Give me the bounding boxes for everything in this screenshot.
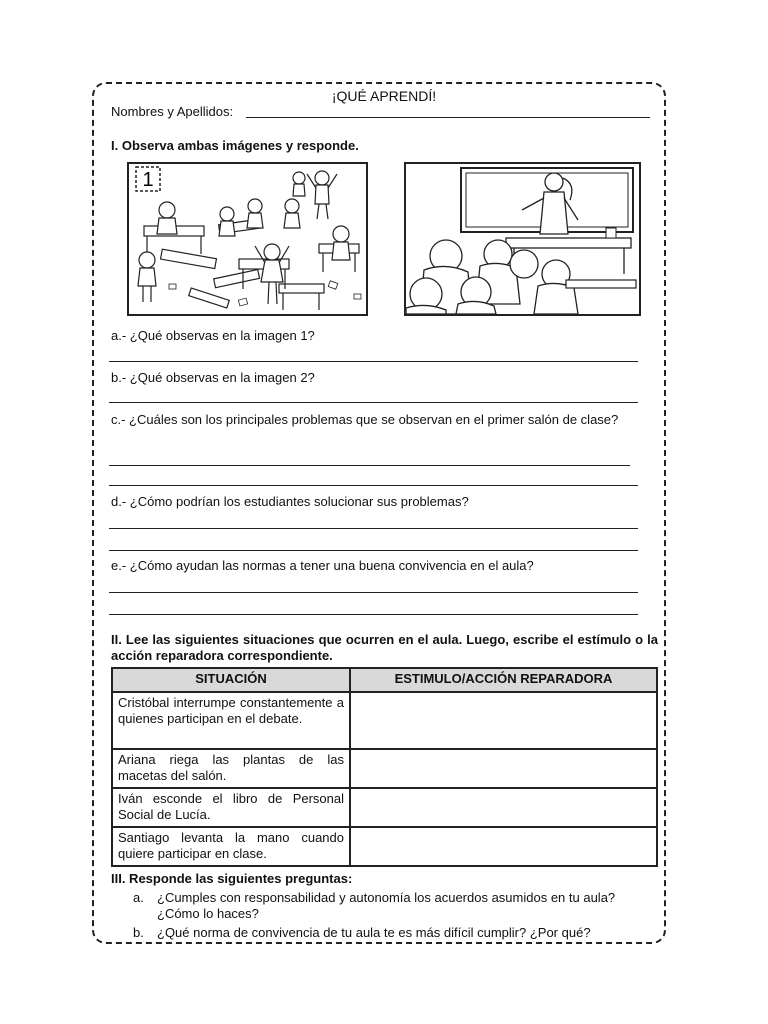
section2-heading: II. Lee las siguientes situaciones que ocurren en el aula. Luego, escribe el estímulo o la acción reparadora correspondiente. — [111, 632, 658, 663]
table-row — [112, 749, 657, 788]
situations-table — [111, 667, 658, 867]
situation-cell: Santiago levanta la mano cuando quiere participar en clase. — [112, 827, 350, 866]
item-text-b: ¿Qué norma de convivencia de tu aula te es más difícil cumplir? ¿Por qué? — [157, 925, 591, 940]
answer-line-c2[interactable] — [109, 485, 638, 486]
situation-cell: Ariana riega las plantas de las macetas del salón. — [112, 749, 350, 788]
action-answer-cell[interactable] — [350, 692, 657, 749]
table-header-situation: SITUACIÓN — [112, 668, 350, 692]
question-c: c.- ¿Cuáles son los principales problemas que se observan en el primer salón de clase? — [111, 412, 619, 427]
situation-cell: Cristóbal interrumpe constantemente a quienes participan en el debate. — [112, 692, 350, 749]
answer-line-b[interactable] — [109, 402, 638, 403]
classroom-image-1 — [127, 162, 368, 316]
situation-cell: Iván esconde el libro de Personal Social de Lucía. — [112, 788, 350, 827]
name-label: Nombres y Apellidos: — [111, 104, 234, 119]
table-row — [112, 692, 657, 749]
question-d: d.- ¿Cómo podrían los estudiantes solucionar sus problemas? — [111, 494, 469, 509]
answer-line-c1[interactable] — [109, 465, 630, 466]
section1-heading: I. Observa ambas imágenes y responde. — [111, 138, 359, 153]
item-marker-a: a. — [133, 890, 144, 905]
answer-line-d1[interactable] — [109, 528, 638, 529]
image1-number: 1 — [142, 169, 154, 191]
answer-line-a[interactable] — [109, 361, 638, 362]
answer-line-e1[interactable] — [109, 592, 638, 593]
table-header-action: ESTIMULO/ACCIÓN REPARADORA — [350, 668, 657, 692]
table-row — [112, 788, 657, 827]
question-b: b.- ¿Qué observas en la imagen 2? — [111, 370, 315, 385]
question-e: e.- ¿Cómo ayudan las normas a tener una buena convivencia en el aula? — [111, 558, 534, 573]
action-answer-cell[interactable] — [350, 749, 657, 788]
answer-line-e2[interactable] — [109, 614, 638, 615]
action-answer-cell[interactable] — [350, 788, 657, 827]
action-answer-cell[interactable] — [350, 827, 657, 866]
item-marker-b: b. — [133, 925, 144, 940]
answer-line-d2[interactable] — [109, 550, 638, 551]
classroom-image-2 — [404, 162, 641, 316]
name-answer-line[interactable] — [246, 117, 650, 118]
section3-heading: III. Responde las siguientes preguntas: — [111, 871, 353, 886]
table-row — [112, 827, 657, 866]
question-a: a.- ¿Qué observas en la imagen 1? — [111, 328, 315, 343]
worksheet-title: ¡QUÉ APRENDÍ! — [331, 88, 437, 104]
item-text-a: ¿Cumples con responsabilidad y autonomía los acuerdos asumidos en tu aula? ¿Cómo lo haces? — [157, 890, 616, 921]
